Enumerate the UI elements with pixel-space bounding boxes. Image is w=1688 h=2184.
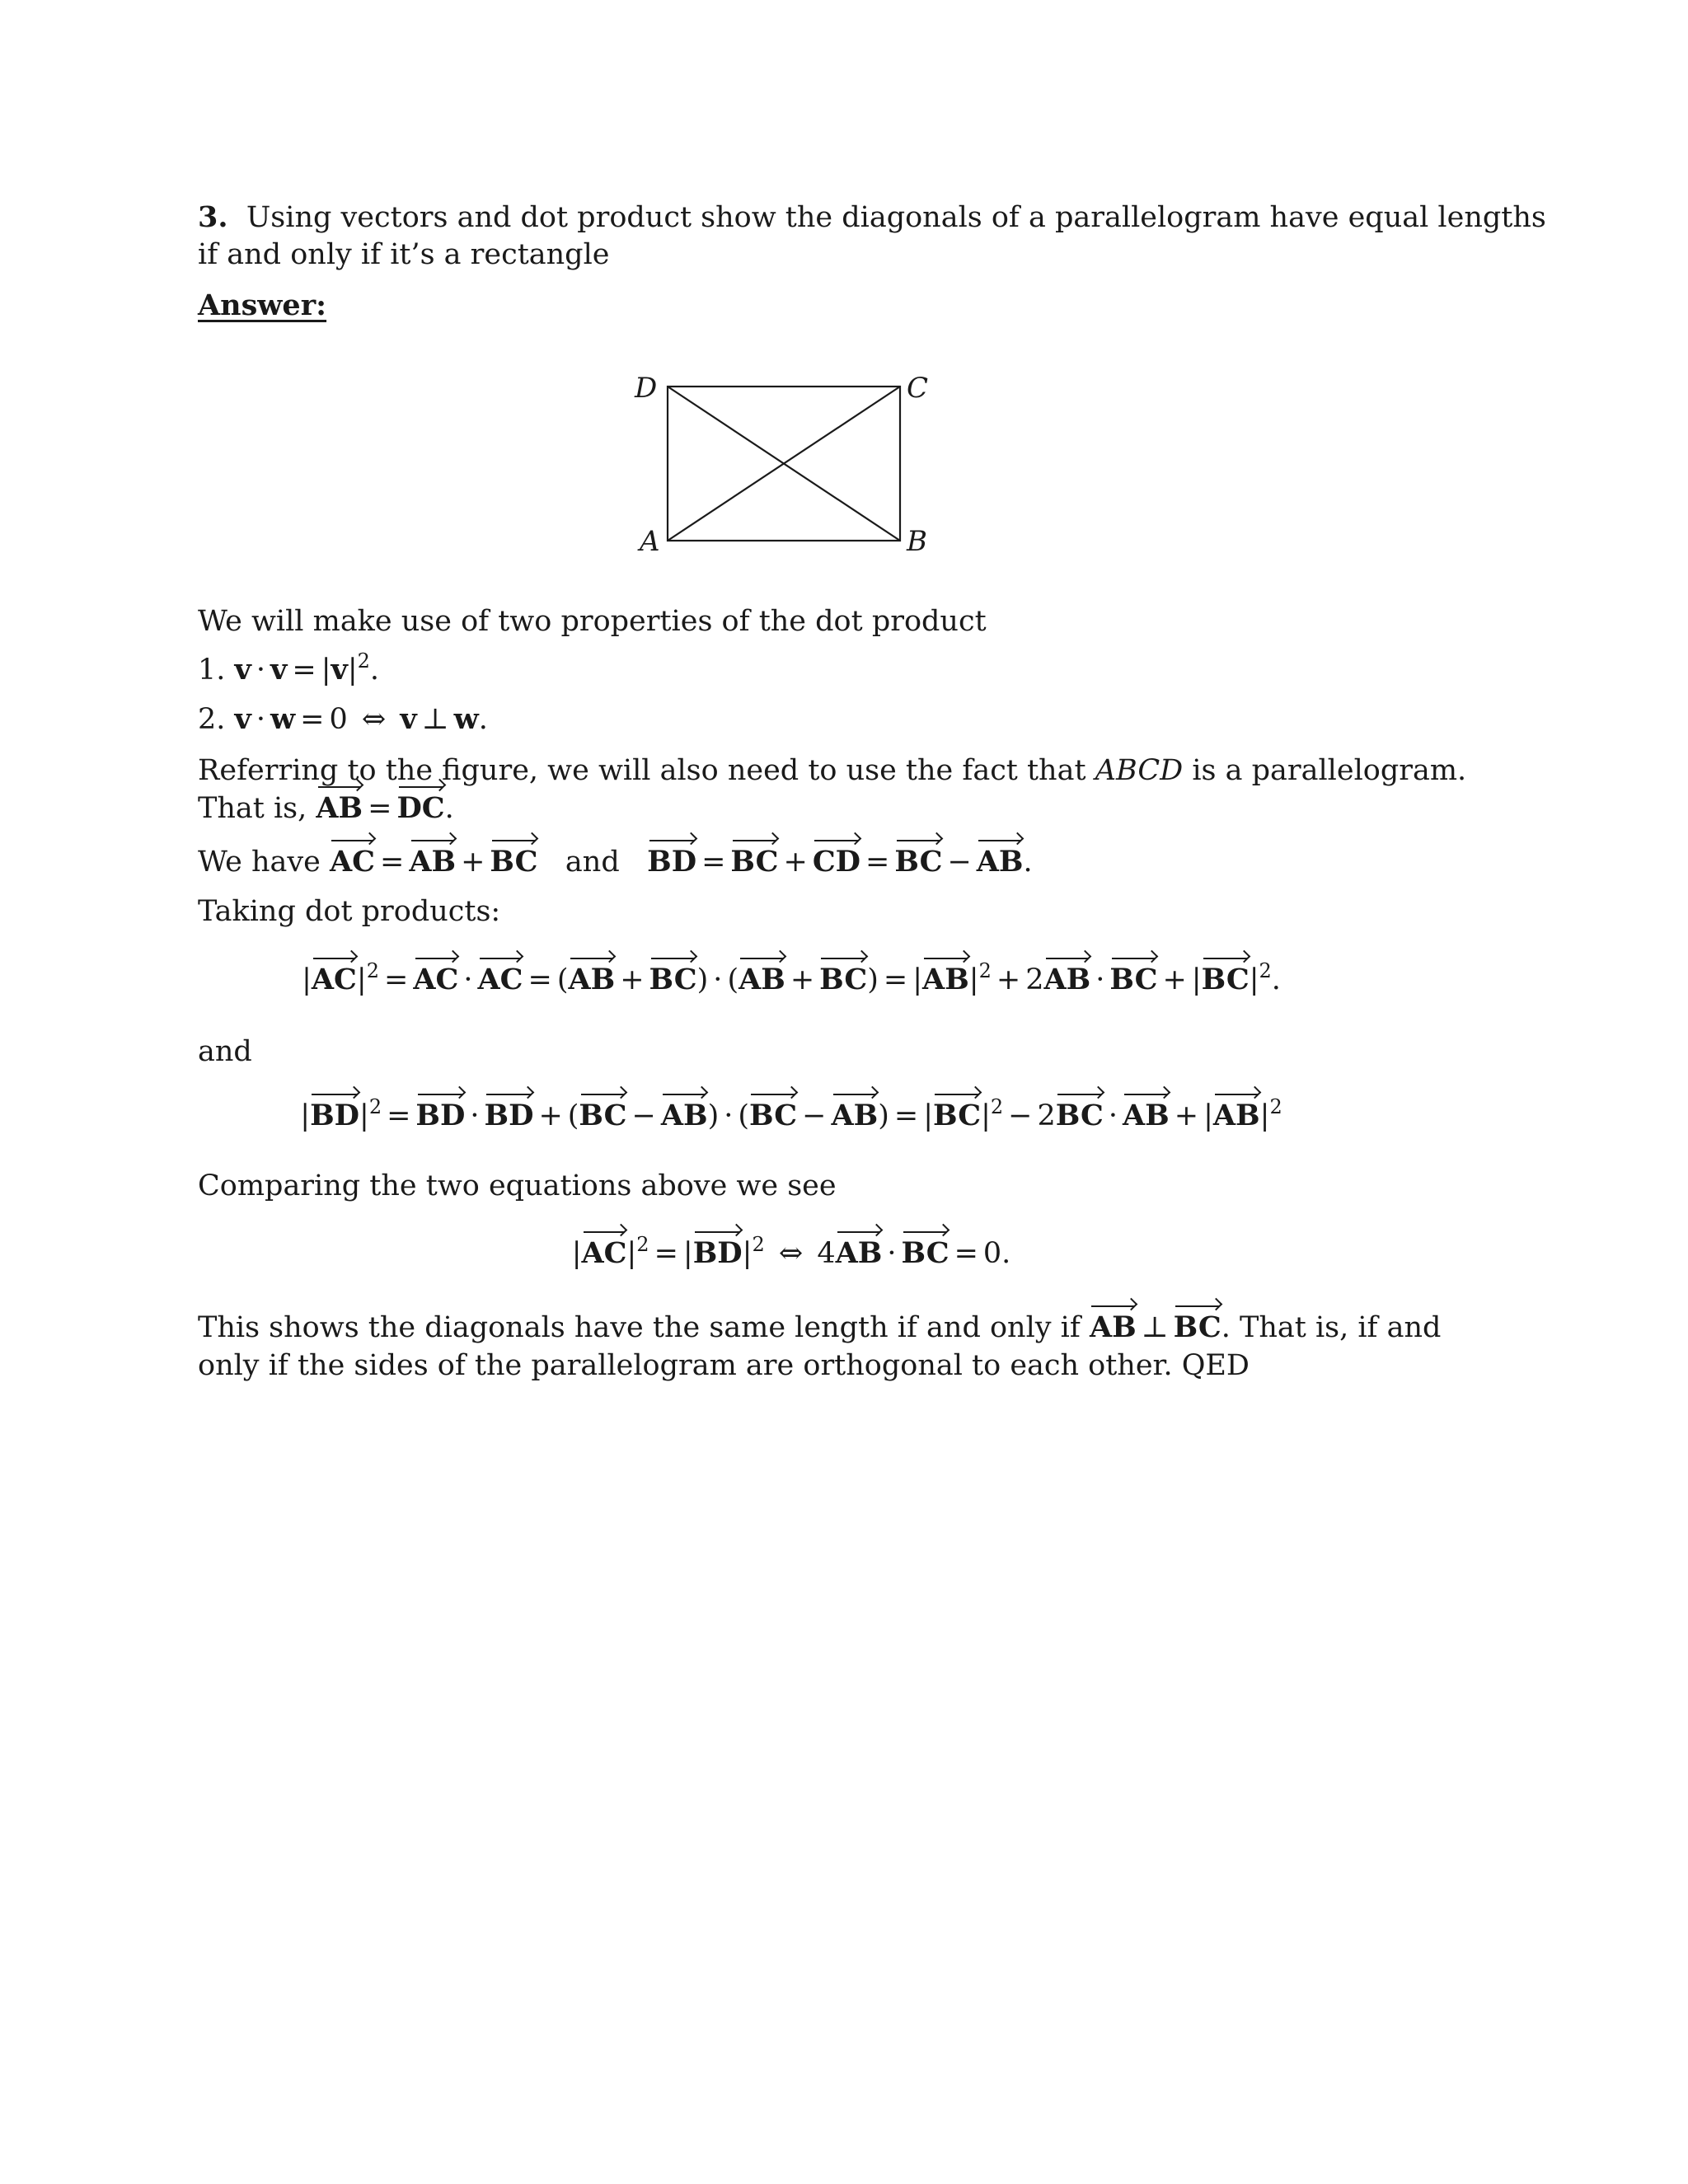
equation-equivalence: $|AC|^2 = |BD|^2$ ⇔ 4AB · BC = 0. (571, 1233, 1011, 1270)
equation-bd-squared: $|BD|^2$ = BD · BD + $(BC - AB) \cdot (BC - AB) = |BC|^2 - 2BC$ · AB + $|AB|^2$ (300, 1095, 1282, 1132)
equation-ac-squared: $|AC|^2$ = AC · AC = $(AB + BC) \cdot (AB + BC) = |AB|^2 + 2AB$ · BC + $|BC|^2$. (302, 959, 1281, 996)
problem-text-2: if and only if it’s a rectangle (198, 238, 610, 271)
comparing-text: Comparing the two equations above we see (198, 1169, 837, 1202)
conclusion-text-b: . That is, if and (1221, 1311, 1442, 1344)
vertex-label-d: D (635, 372, 658, 405)
referring-text: Referring to the figure, we will also need to use the fact that (198, 754, 1086, 787)
we-have-line: We have AC = AB + BC and BD = BC + CD = BC − AB. (198, 845, 1033, 879)
problem-statement-line-1: 3. Using vectors and dot product show the diagonals of a parallelogram have equal lengths (198, 200, 1546, 234)
conclusion-line-1: This shows the diagonals have the same length if and only if AB ⊥ BC. That is, if and (198, 1310, 1442, 1344)
vertex-label-a: A (640, 525, 660, 558)
property-2-number: 2. (198, 703, 226, 736)
rectangle-abcd (668, 387, 900, 541)
diagonal-bd (668, 387, 900, 541)
problem-statement-line-2 (198, 237, 610, 272)
abcd-label: ABCD (1095, 754, 1184, 787)
property-1: 1. $v \cdot v = |v|^2$. (198, 649, 380, 687)
referring-line-1 (198, 753, 1467, 788)
problem-number: 3 (198, 200, 218, 234)
problem-text-1: Using vectors and dot product show the diagonals of a parallelogram have equal lengths (246, 201, 1546, 234)
we-have-text: We have (198, 846, 321, 879)
diagonal-ac (668, 387, 900, 541)
intro-text: We will make use of two properties of the dot product (198, 605, 987, 638)
referring-text-end: is a parallelogram. (1192, 754, 1467, 787)
vertex-label-c: C (907, 372, 929, 405)
and-line: and (198, 1035, 252, 1068)
and-word: and (565, 846, 620, 879)
taking-dot-products: Taking dot products: (198, 895, 501, 928)
property-1-number: 1. (198, 654, 226, 687)
that-is-text: That is, (198, 792, 307, 825)
referring-line-2: That is, AB = DC. (198, 791, 454, 825)
answer-label: Answer: (198, 288, 327, 322)
property-2: 2. v · w = 0 ⇔ v ⊥ w. (198, 702, 488, 736)
conclusion-line-2: only if the sides of the parallelogram are orthogonal to each other. QED (198, 1349, 1250, 1382)
conclusion-text-a: This shows the diagonals have the same length if and only if (198, 1311, 1081, 1344)
vertex-label-b: B (907, 525, 927, 558)
